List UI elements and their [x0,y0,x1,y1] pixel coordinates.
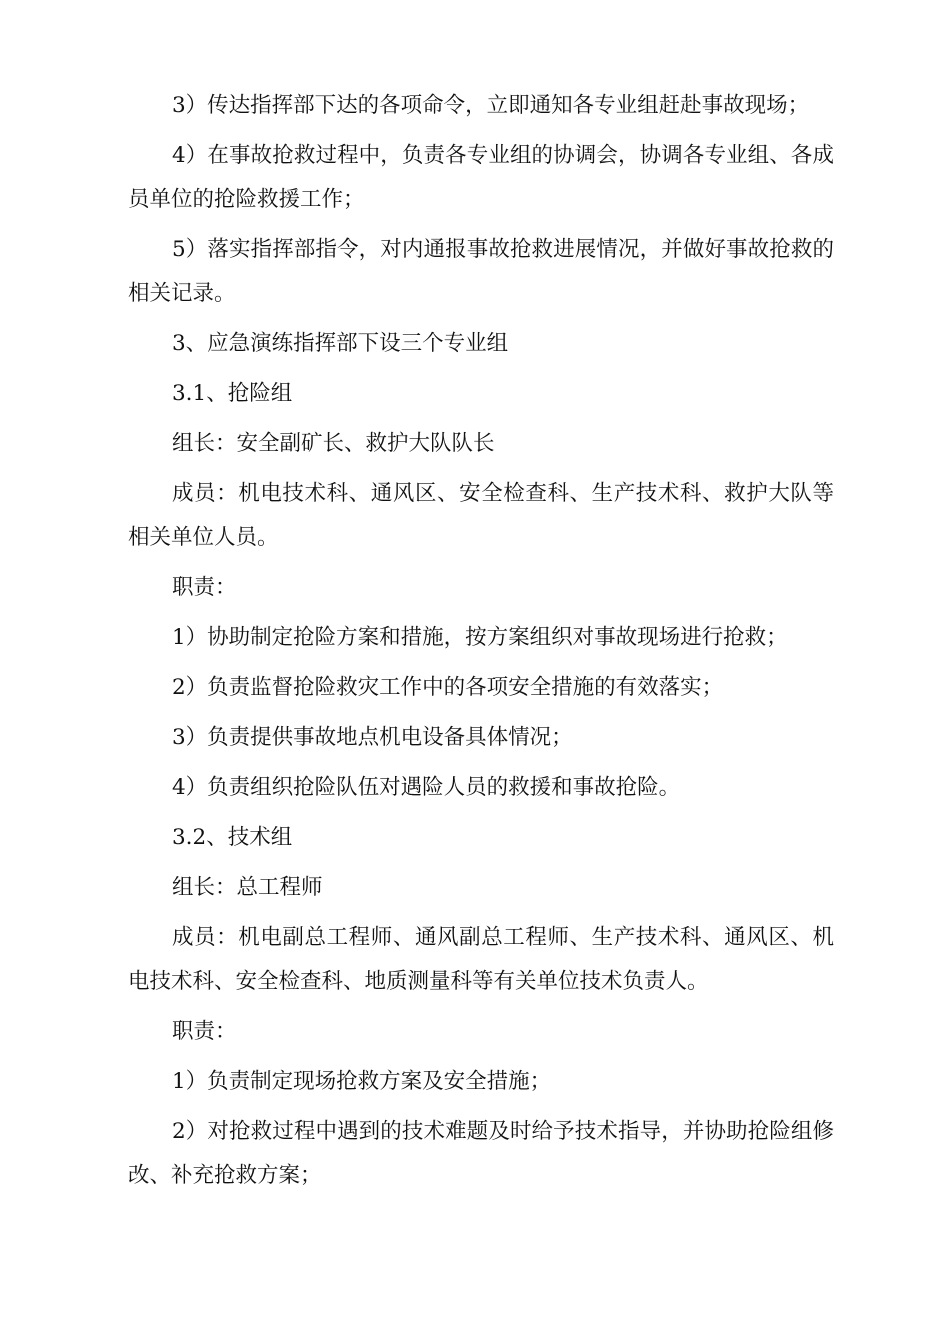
team-leader-3-2: 组长：总工程师 [172,875,323,900]
duty-3-2-2: 2）对抢救过程中遇到的技术难题及时给予技术指导，并协助抢险组修改、补充抢救方案； [128,1119,834,1188]
paragraph-2: 4）在事故抢救过程中，负责各专业组的协调会，协调各专业组、各成员单位的抢险救援工作； [128,143,834,212]
duty-3-1-1: 1）协助制定抢险方案和措施，按方案组织对事故现场进行抢救； [172,625,788,650]
duty-3-1-4: 4）负责组织抢险队伍对遇险人员的救援和事故抢险。 [172,775,681,800]
duties-label-3-2: 职责： [172,1019,237,1044]
subsection-heading-3-2: 3.2、技术组 [172,825,293,850]
duty-3-1-3: 3）负责提供事故地点机电设备具体情况； [172,725,573,750]
team-leader-3-1: 组长：安全副矿长、救护大队队长 [172,431,495,456]
document-body [128,84,834,1204]
duties-label-3-1: 职责： [172,575,237,600]
team-members-3-1: 成员：机电技术科、通风区、安全检查科、生产技术科、救护大队等相关单位人员。 [128,481,834,550]
team-members-3-2: 成员：机电副总工程师、通风副总工程师、生产技术科、通风区、机电技术科、安全检查科、地质测量科等有关单位技术负责人。 [128,925,834,994]
duty-3-1-2: 2）负责监督抢险救灾工作中的各项安全措施的有效落实； [172,675,724,700]
paragraph-1: 3）传达指挥部下达的各项命令，立即通知各专业组赶赴事故现场； [172,93,810,118]
subsection-heading-3-1: 3.1、抢险组 [172,381,293,406]
paragraph-3: 5）落实指挥部指令，对内通报事故抢救进展情况，并做好事故抢救的相关记录。 [128,237,834,306]
duty-3-2-1: 1）负责制定现场抢救方案及安全措施； [172,1069,552,1094]
section-heading-3: 3、应急演练指挥部下设三个专业组 [172,331,509,356]
